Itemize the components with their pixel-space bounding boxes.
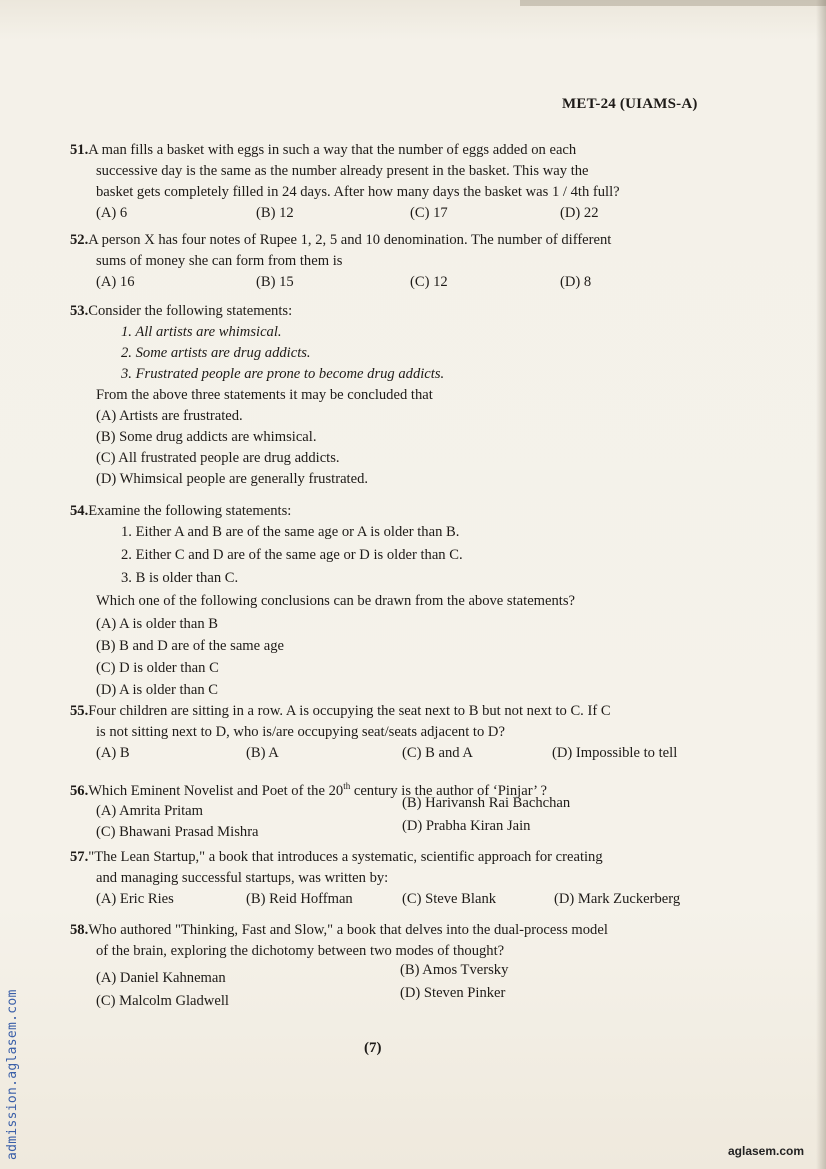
option-a: (A) Eric Ries (96, 891, 174, 907)
option-a: (A) B (96, 745, 130, 761)
option-c: (C) B and A (402, 745, 473, 761)
option-b: (B) 15 (256, 274, 294, 290)
option-c: (C) Malcolm Gladwell (96, 993, 229, 1009)
question-number: 55. (70, 703, 89, 719)
question-text: is not sitting next to D, who is/are occupying seat/seats adjacent to D? (96, 724, 505, 740)
option-d: (D) Steven Pinker (400, 985, 506, 1001)
option-c: (C) Bhawani Prasad Mishra (96, 824, 259, 840)
option-d: (D) A is older than C (96, 682, 219, 698)
option-d: (D) Whimsical people are generally frustrated. (96, 471, 369, 487)
option-b: (B) Amos Tversky (400, 962, 509, 978)
question-number: 57. (70, 849, 89, 865)
option-b: (B) 12 (256, 205, 294, 221)
question-text: Four children are sitting in a row. A is occupying the seat next to B but not next to C. If C (88, 703, 611, 719)
option-d: (D) 22 (560, 205, 599, 221)
option-b: (B) A (246, 745, 279, 761)
question-text: Who authored "Thinking, Fast and Slow," a book that delves into the dual-process model (88, 922, 608, 938)
question-text: Which Eminent Novelist and Poet of the 20 (88, 782, 344, 799)
question-prompt: Which one of the following conclusions can be drawn from the above statements? (96, 593, 576, 609)
exam-code: MET-24 (UIAMS-A) (562, 96, 698, 112)
option-b: (B) Some drug addicts are whimsical. (96, 429, 317, 445)
superscript: th (343, 781, 351, 791)
statement-3: 3. Frustrated people are prone to become drug addicts. (121, 366, 445, 382)
question-text: basket gets completely filled in 24 days. After how many days the basket was 1 / 4th full? (96, 184, 620, 200)
question-text: sums of money she can form from them is (96, 253, 343, 269)
question-57 (70, 847, 720, 910)
option-a: (A) 6 (96, 205, 128, 221)
question-text: successive day is the same as the number already present in the basket. This way the (96, 163, 589, 179)
question-53 (70, 301, 720, 490)
option-d: (D) Impossible to tell (552, 745, 678, 761)
option-c: (C) 17 (410, 205, 448, 221)
question-prompt: From the above three statements it may be concluded that (96, 387, 433, 403)
question-text: A man fills a basket with eggs in such a way that the number of eggs added on each (88, 142, 577, 158)
question-text: "The Lean Startup," a book that introduces a systematic, scientific approach for creating (88, 849, 603, 865)
option-a: (A) A is older than B (96, 616, 219, 632)
option-b: (B) Reid Hoffman (246, 891, 353, 907)
question-number: 56. (70, 782, 89, 799)
option-a: (A) Daniel Kahneman (96, 970, 226, 986)
statement-2: 2. Some artists are drug addicts. (121, 345, 311, 361)
option-a: (A) 16 (96, 274, 135, 290)
page-number: (7) (364, 1040, 382, 1056)
option-c: (C) 12 (410, 274, 448, 290)
statement-3: 3. B is older than C. (121, 570, 239, 586)
question-text: Consider the following statements: (88, 303, 293, 319)
statement-1: 1. Either A and B are of the same age or A is older than B. (121, 524, 460, 540)
question-text: of the brain, exploring the dichotomy between two modes of thought? (96, 943, 505, 959)
question-text: A person X has four notes of Rupee 1, 2, 5 and 10 denomination. The number of different (88, 232, 612, 248)
option-b: (B) Harivansh Rai Bachchan (402, 795, 571, 811)
statement-2: 2. Either C and D are of the same age or D is older than C. (121, 547, 463, 563)
option-a: (A) Amrita Pritam (96, 803, 204, 819)
option-d: (D) Prabha Kiran Jain (402, 818, 531, 834)
watermark-url: admission.aglasem.com (5, 989, 20, 1160)
question-number: 58. (70, 922, 89, 938)
question-56 (70, 776, 720, 839)
question-54 (70, 501, 720, 702)
question-text: and managing successful startups, was written by: (96, 870, 389, 886)
statement-1: 1. All artists are whimsical. (121, 324, 282, 340)
scan-edge-right (816, 0, 826, 1169)
question-number: 53. (70, 303, 89, 319)
question-text: Examine the following statements: (88, 503, 292, 519)
scan-edge-top (520, 0, 826, 6)
question-number: 51. (70, 142, 89, 158)
option-d: (D) 8 (560, 274, 592, 290)
question-number: 54. (70, 503, 89, 519)
question-58 (70, 920, 720, 1009)
option-d: (D) Mark Zuckerberg (554, 891, 681, 907)
option-b: (B) B and D are of the same age (96, 638, 285, 654)
option-c: (C) D is older than C (96, 660, 219, 676)
question-text-end: century is the author of ‘Pinjar’ ? (350, 782, 548, 799)
question-51 (70, 140, 720, 224)
question-52 (70, 230, 720, 293)
question-55 (70, 701, 720, 764)
option-c: (C) All frustrated people are drug addicts. (96, 450, 340, 466)
question-number: 52. (70, 232, 89, 248)
option-a: (A) Artists are frustrated. (96, 408, 243, 424)
watermark-brand: aglasem.com (728, 1144, 805, 1158)
option-c: (C) Steve Blank (402, 891, 497, 907)
